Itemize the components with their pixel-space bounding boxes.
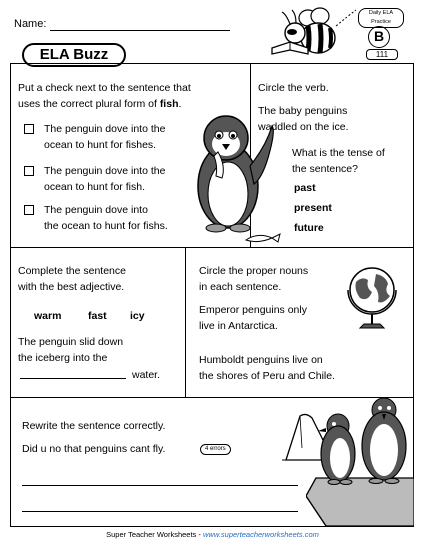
choice-past[interactable]: past	[294, 182, 316, 194]
footer-link[interactable]: www.superteacherworksheets.com	[202, 530, 319, 539]
q3-answer-blank[interactable]	[20, 378, 126, 379]
q3-prompt: Complete the sentence with the best adjective.	[18, 265, 126, 293]
choice-future[interactable]: future	[294, 222, 324, 234]
q5-sentence: Did u no that penguins cant fly.	[22, 443, 166, 455]
q4-prompt: Circle the proper nouns in each sentence.	[199, 265, 309, 293]
q1-option-2-checkbox[interactable]	[24, 166, 34, 176]
adjective-warm[interactable]: warm	[34, 310, 62, 322]
q5-prompt: Rewrite the sentence correctly.	[22, 420, 166, 432]
adjective-fast[interactable]: fast	[88, 310, 107, 322]
q3-sentence: The penguin slid down the iceberg into the	[18, 336, 124, 364]
q1-option-3: The penguin dove into the ocean to hunt for fishs.	[44, 204, 168, 232]
badge-number: 111	[366, 49, 398, 60]
name-label: Name:	[14, 18, 47, 30]
bee-reading-illustration	[268, 6, 358, 64]
q3-sentence-end: water.	[132, 369, 161, 381]
q4-sentence-1: Emperor penguins only live in Antarctica.	[199, 304, 307, 332]
penguins-on-ice-illustration	[306, 386, 414, 526]
errors-badge: 4 errors	[200, 444, 231, 455]
practice-badge: Daily ELA Practice	[358, 8, 404, 28]
q5-answer-line-1[interactable]	[22, 485, 298, 486]
footer-text: Super Teacher Worksheets -	[106, 530, 203, 539]
q2-tense-question: What is the tense of the sentence?	[292, 147, 385, 175]
q2-prompt: Circle the verb.	[258, 82, 329, 94]
globe-illustration	[344, 262, 404, 334]
q1-option-1-checkbox[interactable]	[24, 124, 34, 134]
badge-letter: B	[368, 26, 390, 48]
q1-option-2: The penguin dove into the ocean to hunt for fish.	[44, 165, 166, 193]
name-field[interactable]	[50, 30, 230, 31]
q2-sentence: The baby penguins waddled on the ice.	[258, 105, 349, 133]
adjective-icy[interactable]: icy	[130, 310, 145, 322]
q1-prompt: Put a check next to the sentence that uses the correct plural form of fish.	[18, 82, 191, 110]
choice-present[interactable]: present	[294, 202, 332, 214]
q1-option-3-checkbox[interactable]	[24, 205, 34, 215]
q4-sentence-2: Humboldt penguins live on the shores of Peru and Chile.	[199, 354, 335, 382]
grid-divider	[185, 247, 186, 397]
q5-answer-line-2[interactable]	[22, 511, 298, 512]
page-title: ELA Buzz	[22, 43, 126, 67]
footer	[0, 530, 425, 539]
q1-option-1: The penguin dove into the ocean to hunt for fishes.	[44, 123, 166, 151]
